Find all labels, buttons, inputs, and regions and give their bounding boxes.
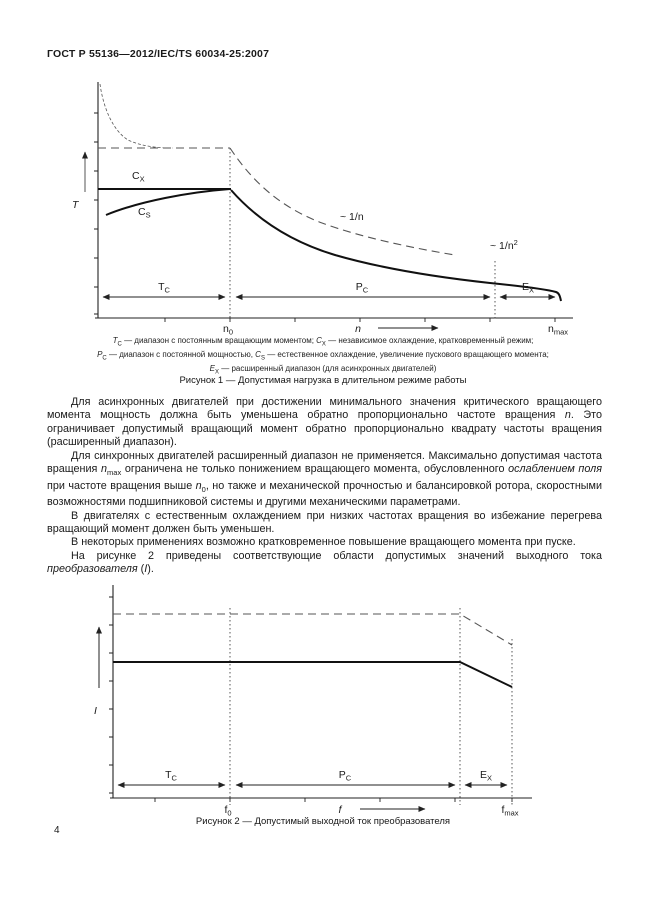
fig1-x-axis-label: n	[355, 323, 361, 335]
figure-1-torque-speed-chart	[40, 78, 600, 336]
fig2-region-tc-label: $T_C$	[165, 769, 177, 783]
fig2-solid-line	[113, 662, 512, 687]
legend-line-3: $E_X$ — расширенный диапазон (для асинхронных двигателей)	[209, 364, 437, 376]
fig2-x-axis-label: f	[338, 804, 342, 816]
legend-line-1: $T_C$ — диапазон с постоянным вращающим моментом; $C_X$ — независимое охлаждение, кратковременный режим;	[112, 336, 534, 348]
paragraph-4: В некоторых применениях возможно кратковременное повышение вращающего момента при пуске.	[71, 536, 576, 549]
fig1-cs-label: $C_S$	[138, 206, 151, 220]
fig2-dotted-guides	[230, 608, 512, 805]
figure-1-caption: Рисунок 1 — Допустимая нагрузка в длительном режиме работы	[179, 375, 467, 386]
fig1-curves	[98, 84, 561, 301]
figure-2-current-frequency-chart	[40, 583, 600, 818]
fig1-y-ticks	[94, 113, 98, 314]
fig1-nmax-label: $n_{max}$	[547, 323, 569, 336]
fig2-y-ticks	[109, 597, 113, 793]
fig2-x-ticks	[155, 798, 512, 802]
paragraph-3: В двигателях с естественным охлаждением при низких частотах вращения во избежание перегрева вращающий момент должен быть уменьшен.	[47, 509, 602, 535]
legend-line-2: $P_C$ — диапазон с постоянной мощностью, $C_S$ — естественное охлаждение, увеличение пускового вращающего момента;	[97, 350, 549, 362]
fig1-dotted-guides	[230, 148, 495, 321]
fig2-dashed-line	[113, 614, 512, 645]
fig2-region-ex-label: $E_X$	[479, 769, 493, 783]
figure-2-caption: Рисунок 2 — Допустимый выходной ток преобразователя	[195, 816, 451, 827]
fig1-cx-label: $C_X$	[132, 170, 145, 184]
fig1-y-axis-label: T	[72, 199, 79, 211]
figure-1-legend	[40, 336, 606, 379]
paragraph-1: Для асинхронных двигателей при достижении минимального значения критического вращающего момента мощность должна быть уменьшена обратно пропорционально частоте вращения n. Это ограничивает допустимый вращающий момент обратно пропорционально квадрату частоты вращения (расширенный диапазон).	[47, 396, 602, 449]
fig1-region-pc-label: $P_C$	[355, 281, 369, 295]
fig1-x-ticks	[165, 318, 555, 322]
body-text	[47, 396, 602, 577]
fig1-region-ex-label: $E_X$	[521, 281, 535, 295]
fig2-f0-label: $f_0$	[224, 804, 232, 818]
fig2-fmax-label: $f_{max}$	[501, 804, 519, 818]
fig1-n0-label: $n_0$	[222, 323, 234, 336]
fig1-startup-torque-curve	[100, 84, 173, 148]
page-header: ГОСТ Р 55136—2012/IEC/TS 60034-25:2007	[47, 48, 270, 60]
page-number: 4	[54, 825, 60, 836]
paragraph-2: Для синхронных двигателей расширенный диапазон не применяется. Максимально допустимая частота вращения $n_{max}$ ограничена не только понижением вращающего момента, обусловленного ослаблением поля при частоте вращения выше $n_0$, но также и механической прочностью и балансировкой ротора, скоростными возможностями подшипниковой системы и другими механическими параметрами.	[47, 449, 602, 509]
fig1-cs-curve	[106, 189, 230, 215]
fig1-1n2-label: ~ $1/n^2$	[490, 238, 518, 252]
fig2-region-pc-label: $P_C$	[338, 769, 352, 783]
fig1-dashed-1n-curve	[230, 148, 455, 255]
fig2-axes	[109, 585, 532, 802]
fig2-curves	[113, 614, 512, 687]
fig1-region-tc-label: $T_C$	[158, 281, 170, 295]
paragraph-5: На рисунке 2 приведены соответствующие области допустимых значений выходного тока преобразователя (I).	[47, 549, 602, 576]
fig1-1n-label: ~ 1/n	[340, 211, 364, 223]
fig2-y-axis-label: I	[94, 705, 97, 717]
